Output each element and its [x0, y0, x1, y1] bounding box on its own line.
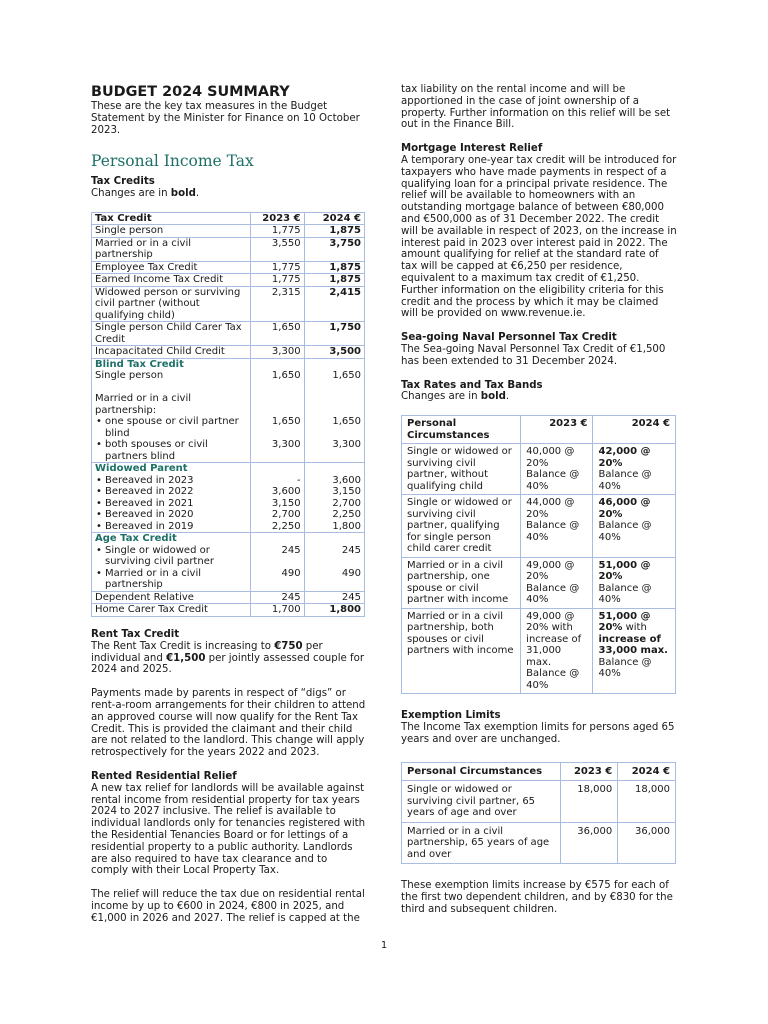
tax-credits-heading: Tax Credits — [91, 176, 155, 188]
rent-credit-heading: Rent Tax Credit — [91, 628, 180, 640]
table-row: Incapacitated Child Credit 3,300 3,500 — [92, 346, 365, 359]
table-row: Single or widowed or surviving civil partner, without qualifying child 40,000 @ 20% Balance @ 40% 42,000 @ 20% Balance @ 40% — [402, 444, 676, 495]
exemption-table — [401, 762, 676, 865]
table-header-row — [92, 212, 365, 225]
table-row: Single person Child Carer Tax Credit 1,650 1,750 — [92, 322, 365, 346]
table-row: Single person 1,775 1,875 — [92, 225, 365, 238]
tax-rates-table — [401, 415, 676, 694]
table-row: • Bereaved in 2023 - 3,600 — [92, 475, 365, 487]
table-row: Earned Income Tax Credit 1,775 1,875 — [92, 274, 365, 287]
table-row: Married or in a civil partnership 3,550 3,750 — [92, 237, 365, 261]
widowed-group-heading: Widowed Parent — [92, 463, 365, 475]
naval-text: The Sea-going Naval Personnel Tax Credit of €1,500 has been extended to 31 December 2024. — [401, 343, 666, 367]
table-row: • Bereaved in 2021 3,150 2,700 — [92, 498, 365, 510]
rented-residential-text-2: The relief will reduce the tax due on residential rental income by up to €600 in 2024, €800 in 2025, and €1,000 in 2026 and 2027. The relief is capped at the — [91, 889, 365, 924]
table-row: • both spouses or civil partners blind 3,300 3,300 — [92, 439, 365, 463]
table-header-row — [402, 762, 676, 781]
page-number: 1 — [380, 940, 388, 951]
header-cell: Tax Credit — [92, 212, 251, 225]
table-header-row — [402, 416, 676, 444]
rented-residential-heading: Rented Residential Relief — [91, 770, 237, 782]
blind-group-heading: Blind Tax Credit — [92, 358, 365, 370]
table-row: • one spouse or civil partner blind 1,650 1,650 — [92, 416, 365, 439]
rates-note: Changes are in bold. — [401, 391, 510, 403]
table-row: Single person 1,650 1,650 — [92, 370, 365, 382]
rates-heading: Tax Rates and Tax Bands — [401, 379, 543, 391]
rented-residential-continued: tax liability on the rental income and will be apportioned in the case of joint ownership of a property. Further information on this relief will be set out in the Finance Bill. — [401, 84, 671, 131]
exemption-heading: Exemption Limits — [401, 710, 501, 722]
header-cell: 2024 € — [593, 416, 676, 444]
mortgage-text: A temporary one-year tax credit will be introduced for taxpayers who have made payments in respect of a qualifying loan for a principal private residence. The relief will be available to homeowners with an outstanding mortgage balance of between €80,000 and €500,000 as of 31 December 2022. The credit will be available in respect of 2023, on the increase in interest paid in 2023 over interest paid in 2022. The amount qualifying for relief at the standard rate of tax will be capped at €6,250 per residence, equivalent to a maximum tax credit of €1,250. Further information on the eligibility criteria for this credit and the process by which it may be claimed will be provided on www.revenue.ie. — [401, 154, 677, 320]
table-row: Single or widowed or surviving civil partner, qualifying for single person child carer credit 44,000 @ 20% Balance @ 40% 46,000 @ 20% Balance @ 40% — [402, 495, 676, 558]
header-cell: 2023 € — [560, 762, 618, 781]
header-cell: 2024 € — [618, 762, 676, 781]
header-cell: Personal Circumstances — [402, 416, 521, 444]
table-row: Single or widowed or surviving civil partner, 65 years of age and over 18,000 18,000 — [402, 781, 676, 823]
table-row: • Bereaved in 2019 2,250 1,800 — [92, 521, 365, 533]
table-row: Married or in a civil partnership: — [92, 393, 365, 416]
naval-heading: Sea-going Naval Personnel Tax Credit — [401, 332, 617, 344]
header-cell: Personal Circumstances — [402, 762, 561, 781]
rent-credit-digs-text: Payments made by parents in respect of “digs” or rent-a-room arrangements for their children to attend an approved course will now qualify for the Rent Tax Credit. This is provided the claimant and their child are not related to the landlord. This change will apply retrospectively for the years 2022 and 2023. — [91, 688, 366, 759]
table-row: Widowed person or surviving civil partner (without qualifying child) 2,315 2,415 — [92, 286, 365, 322]
header-cell: 2024 € — [304, 212, 364, 225]
table-row: • Single or widowed or surviving civil partner 245 245 — [92, 545, 365, 568]
table-row: Dependent Relative 245 245 — [92, 591, 365, 604]
table-row: • Bereaved in 2022 3,600 3,150 — [92, 486, 365, 498]
table-row: Married or in a civil partnership, one spouse or civil partner with income 49,000 @ 20% Balance @ 40% 51,000 @ 20% Balance @ 40% — [402, 557, 676, 608]
exemption-text: The Income Tax exemption limits for persons aged 65 years and over are unchanged. — [401, 721, 675, 745]
table-row: Married or in a civil partnership, both spouses or civil partners with income 49,000 @ 20% with increase of 31,000 max. Balance @ 40% 51,000 @ 20% with increase of 33,000 max. Balance @ 40% — [402, 608, 676, 694]
right-column — [401, 84, 677, 915]
left-column — [91, 84, 366, 925]
mortgage-heading: Mortgage Interest Relief — [401, 143, 543, 155]
table-row: Employee Tax Credit 1,775 1,875 — [92, 261, 365, 274]
tax-credits-note: Changes are in bold. — [91, 188, 200, 200]
exemption-footer-text: These exemption limits increase by €575 for each of the first two dependent children, and by €830 for the third and subsequent children. — [401, 880, 673, 915]
rented-residential-text: A new tax relief for landlords will be available against rental income from residential property for tax years 2024 to 2027 inclusive. The relief is available to individual landlords only for tenancies registered with the Residential Tenancies Board or for lettings of a residential property to a public authority. Landlords are also required to have tax clearance and to comply with their Local Property Tax. — [91, 782, 366, 877]
table-row: Married or in a civil partnership, 65 years of age and over 36,000 36,000 — [402, 822, 676, 864]
tax-credits-table — [91, 212, 365, 617]
table-row: Home Carer Tax Credit 1,700 1,800 — [92, 604, 365, 617]
header-cell: 2023 € — [251, 212, 304, 225]
table-row: • Bereaved in 2020 2,700 2,250 — [92, 509, 365, 521]
section-title: Personal Income Tax — [91, 152, 254, 171]
table-row: • Married or in a civil partnership 490 490 — [92, 568, 365, 592]
rent-credit-text: The Rent Tax Credit is increasing to €750 per individual and €1,500 per jointly assessed couple for 2024 and 2025. — [91, 640, 365, 676]
intro-text: These are the key tax measures in the Budget Statement by the Minister for Finance on 10 October 2023. — [91, 101, 360, 136]
age-group-heading: Age Tax Credit — [92, 533, 365, 545]
header-cell: 2023 € — [521, 416, 593, 444]
page-title: BUDGET 2024 SUMMARY — [91, 84, 290, 100]
